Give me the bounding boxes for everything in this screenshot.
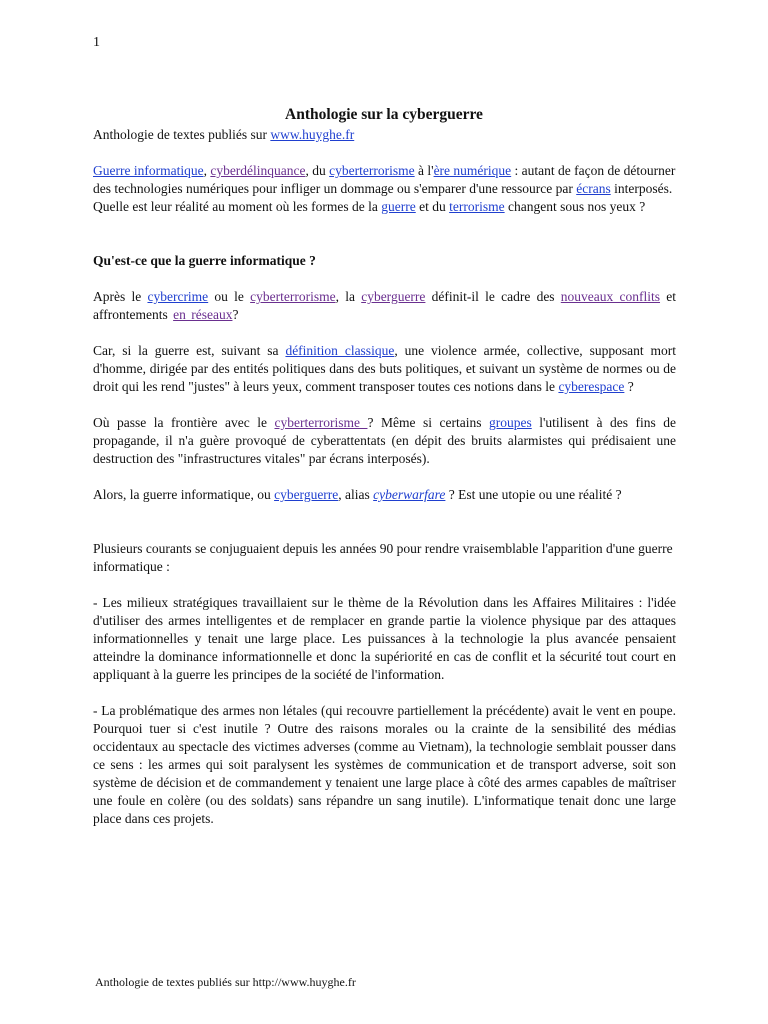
paragraph-frontiere	[93, 414, 676, 468]
spacer	[93, 684, 676, 702]
spacer	[93, 576, 676, 594]
page-footer: Anthologie de textes publiés sur http://www.huyghe.fr	[95, 975, 356, 989]
text: définit-il le cadre des	[425, 289, 561, 304]
link-cyberterrorisme-3[interactable]: cyberterrorisme	[274, 415, 368, 430]
link-cybercrime[interactable]: cybercrime	[147, 289, 209, 304]
link-cyberespace[interactable]: cyberespace	[558, 379, 625, 394]
text: , une violence armée, collective, supposant mort d'homme, dirigée par des entités politiques dans des buts politiques, et suivant un système de normes ou de droit qui les rend "justes" à leurs yeux, comment transposer toutes ces notions dans le	[93, 343, 676, 394]
text: ? Est une utopie ou une réalité ?	[445, 487, 622, 502]
subtitle	[93, 126, 676, 144]
spacer	[93, 144, 676, 162]
text: Car, si la guerre est, suivant sa	[93, 343, 286, 358]
text: Quelle est leur réalité au moment où les formes de la	[93, 199, 382, 214]
link-nouveaux-conflits[interactable]: nouveaux conflits	[560, 289, 661, 304]
paragraph-courants: Plusieurs courants se conjuguaient depuis les années 90 pour rendre vraisemblable l'apparition d'une guerre informatique :	[93, 541, 673, 574]
paragraph-cyberguerre	[93, 288, 676, 324]
link-cyberwarfare[interactable]: cyberwarfare	[373, 487, 446, 502]
text: et affrontements	[93, 289, 676, 322]
spacer	[93, 522, 676, 540]
section-heading: Qu'est-ce que la guerre informatique ?	[93, 253, 316, 268]
paragraph-definition	[93, 342, 676, 396]
spacer	[93, 396, 676, 414]
link-ere-numerique[interactable]: ère numérique	[433, 163, 512, 178]
text: Après le	[93, 289, 148, 304]
text: ,	[203, 163, 211, 178]
paragraph-milieux-strategiques: - Les milieux stratégiques travaillaient sur le thème de la Révolution dans les Affaires Militaires : l'idée d'utiliser des armes intelligentes et de remplacer en grande partie la violence physique par des attaques informationnelles y tenait une large place. Les puissances à la technologie la plus avancée pensaient atteindre la dominance informationnelle et donc la supériorité en cas de conflit et la sécurité tout court en appliquant à la guerre les principes de la société de l'information.	[93, 595, 676, 682]
paragraph-armes-non-letales: - La problématique des armes non létales (qui recouvre partiellement la précédente) avait le vent en poupe. Pourquoi tuer si c'est inutile ? Outre des raisons morales ou la crainte de la sensibilité des médias occidentaux au spectacle des victimes adverses (comme au Vietnam), la technologie semblait pousser dans ce sens : les armes qui soit paralysent les systèmes de communication et de transport adverse, soit son système de décision et de commandement y tenaient une large place à côté des armes capables de maîtriser une foule en colère (ou des soldats) sans répandre un sang inutile). L'informatique tenait donc une large place dans ces projets.	[93, 703, 676, 826]
link-terrorisme[interactable]: terrorisme	[449, 199, 505, 214]
text: changent sous nos yeux ?	[504, 199, 646, 214]
link-en-reseaux[interactable]: en réseaux	[173, 307, 233, 322]
paragraph-utopie	[93, 486, 676, 504]
text: ou le	[208, 289, 251, 304]
text: ?	[624, 379, 634, 394]
spacer	[93, 504, 676, 522]
spacer	[93, 216, 676, 234]
text: , la	[335, 289, 362, 304]
spacer	[93, 234, 676, 252]
text: , alias	[338, 487, 374, 502]
link-cyberguerre[interactable]: cyberguerre	[361, 289, 426, 304]
link-cyberterrorisme-2[interactable]: cyberterrorisme	[250, 289, 336, 304]
text: : autant de façon de détourner des technologies numériques pour infliger un dommage ou s'emparer d'une ressource par	[93, 163, 676, 196]
paragraph-intro	[93, 162, 676, 198]
link-definition-classique[interactable]: définition classique	[285, 343, 395, 358]
document-body	[93, 126, 676, 828]
subtitle-text: Anthologie de textes publiés sur	[93, 127, 271, 142]
document-title: Anthologie sur la cyberguerre	[285, 106, 483, 123]
link-cyberguerre-2[interactable]: cyberguerre	[274, 487, 339, 502]
text: Où passe la frontière avec le	[93, 415, 275, 430]
paragraph-question	[93, 198, 676, 216]
spacer	[93, 270, 676, 288]
text: interposés.	[610, 181, 673, 196]
text: ?	[232, 307, 239, 322]
text: l'utilisent à des fins de propagande, il n'a guère provoqué de cyberattentats (en dépit des bruits alarmistes qui prédisaient une destruction des "infrastructures vitales" par écrans interposés).	[93, 415, 676, 466]
spacer	[93, 324, 676, 342]
link-cyberdelinquance[interactable]: cyberdélinquance	[210, 163, 306, 178]
link-huyghe[interactable]: www.huyghe.fr	[270, 127, 355, 142]
link-guerre-informatique[interactable]: Guerre informatique	[93, 163, 204, 178]
text: ? Même si certains	[367, 415, 489, 430]
spacer	[93, 468, 676, 486]
link-groupes[interactable]: groupes	[488, 415, 532, 430]
link-ecrans[interactable]: écrans	[576, 181, 611, 196]
page-number: 1	[93, 35, 100, 50]
text: et du	[415, 199, 450, 214]
text: Alors, la guerre informatique, ou	[93, 487, 275, 502]
text: , du	[305, 163, 330, 178]
text: à l'	[414, 163, 434, 178]
link-cyberterrorisme[interactable]: cyberterrorisme	[329, 163, 415, 178]
link-guerre[interactable]: guerre	[381, 199, 416, 214]
